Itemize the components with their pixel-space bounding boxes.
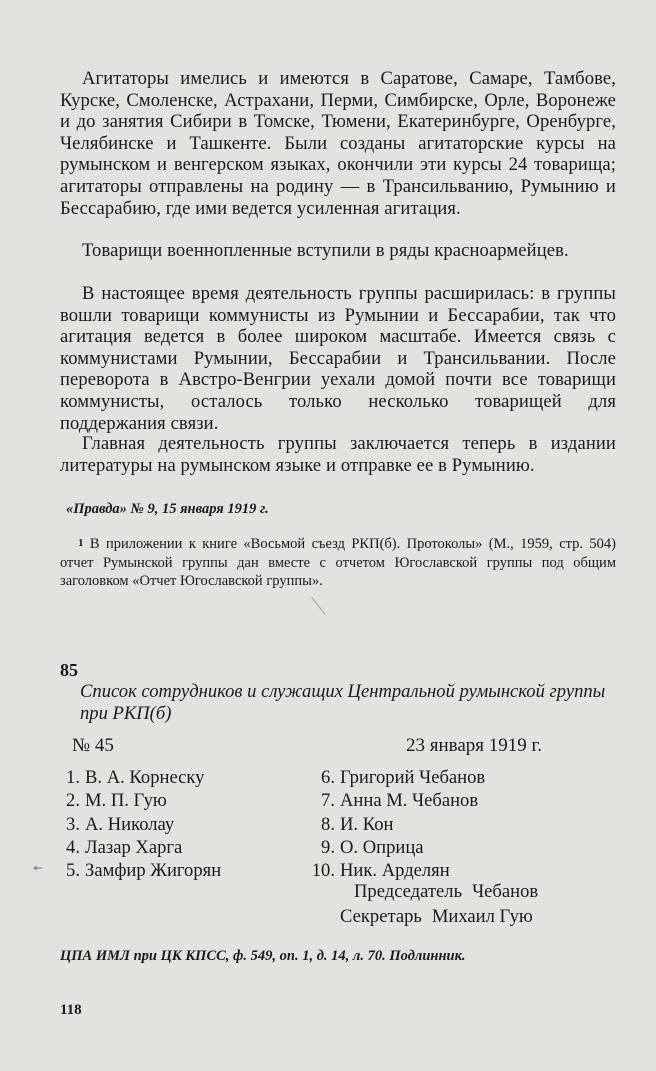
list-item: 8. И. Кон <box>321 813 394 835</box>
footnote <box>60 535 616 591</box>
document-number: 85 <box>60 660 78 680</box>
footnote-text: В приложении к книге «Восьмой съезд РКП(б). Протоколы» (М., 1959, стр. 504) отчет Румынской группы дан вместе с отчетом Югославской группы под общим заголовком «Отчет Югославской группы». <box>60 536 617 589</box>
archive-reference: ЦПА ИМЛ при ЦК КПСС, ф. 549, оп. 1, д. 14, л. 70. Подлинник. <box>60 948 466 964</box>
document-date: 23 января 1919 г. <box>406 735 542 756</box>
list-item: 5. Замфир Жигорян <box>66 860 222 882</box>
reference-number: № 45 <box>72 735 114 756</box>
page-number: 118 <box>60 1002 82 1018</box>
list-item: 1. В. А. Корнеску <box>66 767 205 788</box>
footnote-marker: 1 <box>78 537 84 549</box>
list-item: 6. Григорий Чебанов <box>321 767 486 788</box>
body-paragraph-3: В настоящее время деятельность группы расширилась: в группы вошли товарищи коммунисты из Румынии и Бессарабии, так что агитация ведется в более широком масштабе. Имеется связь с коммунистами Румынии, Бессарабии и Трансильвании. После переворота в Австро-Венгрии уехали домой почти все товарищи коммунисты, осталось только несколько товарищей для поддержания связи. <box>60 283 616 434</box>
list-item: 2. М. П. Гую <box>66 790 167 812</box>
list-item: 7. Анна М. Чебанов <box>321 790 479 812</box>
stray-pencil-mark <box>311 597 325 615</box>
body-paragraph-2: Товарищи военнопленные вступили в ряды красноармейцев. <box>82 240 569 261</box>
list-item: 10. Ник. Арделян <box>311 860 450 882</box>
list-item: 3. А. Николау <box>66 813 175 835</box>
source-citation: «Правда» № 9, 15 января 1919 г. <box>66 501 269 517</box>
document-title: Список сотрудников и служащих Центральной румынской группы при РКП(б) <box>80 681 606 724</box>
list-item: 9. О. Оприца <box>321 836 424 858</box>
list-item: 4. Лазар Харга <box>66 836 183 858</box>
signature-secretary: Секретарь Михаил Гую <box>340 906 533 927</box>
body-paragraph-1: Агитаторы имелись и имеются в Саратове, Самаре, Тамбове, Курске, Смоленске, Астрахани, Перми, Симбирске, Орле, Воронеже и до занятия Сибири в Томске, Тюмени, Екатеринбурге, Оренбурге, Челябинске и Ташкенте. Были созданы агитаторские курсы на румынском и венгерском языках, окончили эти курсы 24 товарища; агитаторы отправлены на родину — в Трансильванию, Румынию и Бессарабию, где ими ведется усиленная агитация. <box>60 68 616 219</box>
staff-list-left <box>60 766 221 882</box>
margin-arrow-mark: ↞ <box>33 861 44 875</box>
signature-chairman: Председатель Чебанов <box>354 881 539 902</box>
staff-list-right <box>311 766 485 882</box>
body-paragraph-4: Главная деятельность группы заключается теперь в издании литературы на румынском языке и отправке ее в Румынию. <box>60 433 616 476</box>
